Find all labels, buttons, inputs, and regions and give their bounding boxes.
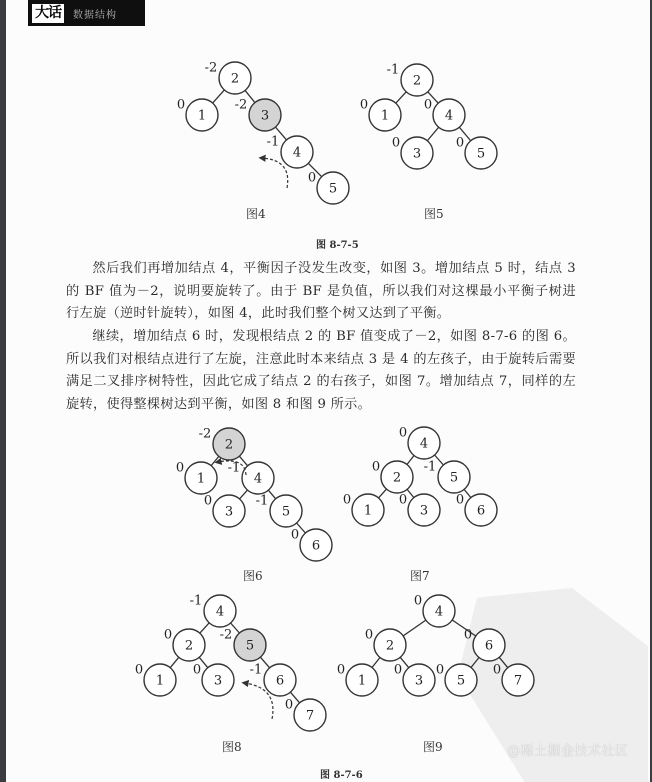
svg-text:3: 3 [414,673,424,689]
svg-text:2: 2 [385,638,395,654]
svg-text:3: 3 [412,146,422,162]
tree-node-2 [372,460,413,494]
svg-text:4: 4 [444,108,454,124]
book-logo: 大话 [32,4,64,23]
svg-text:6: 6 [311,538,321,554]
svg-text:4: 4 [215,604,225,620]
svg-text:6: 6 [275,673,285,689]
svg-text:1: 1 [196,471,206,487]
figure-6-tree [176,427,332,562]
tree-edge [464,489,471,497]
tree-node-3 [399,493,440,527]
balance-factor: 0 [463,627,473,643]
figure-8-label: 图8 [222,740,242,754]
balance-factor: -1 [423,459,437,475]
balance-factor: 0 [176,97,186,113]
tree-node-3 [394,663,435,697]
tree-edge [211,456,219,465]
book-subtitle: 数据结构 [73,9,117,21]
tree-edge [427,127,438,141]
balance-factor: -1 [255,493,269,509]
paragraph-2-text: 继续，增加结点 6 时，发现根结点 2 的 BF 值变成了－2，如图 8-7-6 的图 6。所以我们对根结点进行了左旋，注意此时本来结点 3 是 4 的左孩子，由于旋转后需要满足二叉排序树特性，因此它成了结点 2 的右孩子，如图 7。增加结点 7，同样的左旋转，使得整棵树达到平衡，如图 8 和图 9 所示。 [66,329,576,412]
figure-6-label: 图6 [243,569,263,583]
tree-node-3 [204,494,245,528]
svg-text:6: 6 [476,503,486,519]
tree-node-5 [308,171,349,205]
balance-factor: 0 [342,492,352,508]
svg-text:4: 4 [292,145,302,161]
tree-node-3 [193,663,234,697]
svg-text:3: 3 [419,503,429,519]
balance-factor: 0 [134,662,144,678]
svg-text:2: 2 [230,71,240,87]
tree-node-4 [267,135,313,169]
balance-factor: -1 [189,593,203,609]
svg-text:5: 5 [281,504,291,520]
tree-edge [407,456,414,465]
tree-node-5 [424,460,470,494]
rotation-arrow-icon [262,158,288,188]
svg-text:5: 5 [245,638,255,654]
balance-factor: 0 [290,527,300,543]
balance-factor: 0 [336,662,346,678]
balance-factor: 0 [307,170,317,186]
balance-factor: 0 [175,460,185,476]
balance-factor: 0 [284,697,294,713]
tree-node-2 [387,63,433,97]
balance-factor: -2 [204,60,218,76]
svg-text:1: 1 [155,673,165,689]
figure-9-tree [337,594,534,697]
svg-text:5: 5 [456,673,466,689]
balance-factor: 0 [413,593,423,609]
balance-factor: -2 [234,97,248,113]
svg-text:5: 5 [328,181,338,197]
tree-edge [403,620,426,636]
svg-text:5: 5 [449,470,459,486]
svg-text:7: 7 [513,673,523,689]
svg-text:1: 1 [197,108,207,124]
tree-edge [200,623,209,633]
figure-5-label: 图5 [424,207,444,221]
paragraph-1 [66,258,576,326]
tree-node-1 [176,461,217,495]
figure-caption-8-7-6: 图 8-7-6 [320,770,363,781]
tree-node-7 [285,698,326,732]
balance-factor: -2 [198,426,212,442]
balance-factor: 0 [398,425,408,441]
balance-factor: 0 [393,662,403,678]
tree-node-4 [228,461,274,495]
tree-node-5 [456,136,497,170]
tree-node-5 [220,628,266,662]
figure-9-label: 图9 [423,740,443,754]
tree-node-2 [164,628,205,662]
balance-factor: -1 [266,134,280,150]
svg-text:3: 3 [224,504,234,520]
svg-text:5: 5 [476,146,486,162]
balance-factor: 0 [423,97,433,113]
svg-text:2: 2 [184,638,194,654]
balance-factor: -2 [219,627,233,643]
svg-text:3: 3 [213,673,223,689]
balance-factor: -1 [386,62,400,78]
tree-node-1 [135,663,176,697]
svg-text:1: 1 [357,673,367,689]
tree-node-4 [424,98,465,132]
balance-factor: 0 [391,135,401,151]
svg-text:2: 2 [392,470,402,486]
tree-node-5 [256,494,302,528]
svg-text:7: 7 [305,708,315,724]
figure-7-label: 图7 [410,569,430,583]
tree-node-2 [199,427,245,461]
balance-factor: 0 [371,459,381,475]
tree-node-3 [235,98,281,132]
balance-factor: 0 [192,662,202,678]
figure-7-tree [343,426,497,527]
svg-text:2: 2 [224,437,234,453]
figure-4-label: 图4 [246,207,266,221]
tree-edge [379,489,387,498]
balance-factor: 0 [364,627,374,643]
balance-factor: 0 [398,492,408,508]
tree-edge [268,490,275,499]
balance-factor: -1 [249,662,263,678]
tree-edge [396,92,406,103]
figure-caption-8-7-5: 图 8-7-5 [316,240,359,251]
paragraph-2 [66,326,576,416]
svg-text:1: 1 [380,108,390,124]
balance-factor: 0 [163,627,173,643]
tree-edge [240,490,248,499]
tree-node-6 [456,493,497,527]
balance-factor: 0 [455,135,465,151]
tree-edge [213,90,225,103]
tree-edge [471,657,479,667]
svg-text:3: 3 [260,108,270,124]
svg-text:4: 4 [253,471,263,487]
balance-factor: 0 [492,662,502,678]
watermark-text: @稀土掘金技术社区 [507,744,629,759]
balance-factor: 0 [455,492,465,508]
tree-node-4 [399,426,440,460]
tree-node-1 [177,98,218,132]
tree-node-3 [392,136,433,170]
tree-edge [170,657,179,667]
figure-8-tree [135,594,326,732]
tree-node-7 [493,663,534,697]
figure-5-tree [360,63,497,170]
tree-node-2 [205,61,251,95]
tree-node-4 [414,594,455,628]
paragraph-1-text: 然后我们再增加结点 4，平衡因子没发生改变，如图 3。增加结点 5 时，结点 3 的 BF 值为－2，说明要旋转了。由于 BF 是负值，所以我们对这棵最小平衡子树进行左旋（逆时针旋转），如图 4，此时我们整个树又达到了平衡。 [66,261,576,321]
tree-edge [372,657,380,667]
svg-text:1: 1 [363,503,373,519]
svg-text:4: 4 [419,436,429,452]
balance-factor: 0 [359,97,369,113]
tree-node-1 [360,98,401,132]
tree-node-5 [436,663,477,697]
svg-text:6: 6 [484,638,494,654]
tree-edge [407,489,414,497]
balance-factor: 0 [203,493,213,509]
tree-node-2 [365,628,406,662]
tree-node-6 [464,628,505,662]
tree-node-4 [190,594,236,628]
figure-4-tree [177,61,349,205]
balance-factor: 0 [435,662,445,678]
svg-text:4: 4 [434,604,444,620]
svg-text:2: 2 [412,73,422,89]
balance-factor: -1 [227,460,241,476]
tree-node-6 [250,663,296,697]
tree-node-6 [291,528,332,562]
tree-node-1 [343,493,384,527]
tree-node-1 [337,663,378,697]
